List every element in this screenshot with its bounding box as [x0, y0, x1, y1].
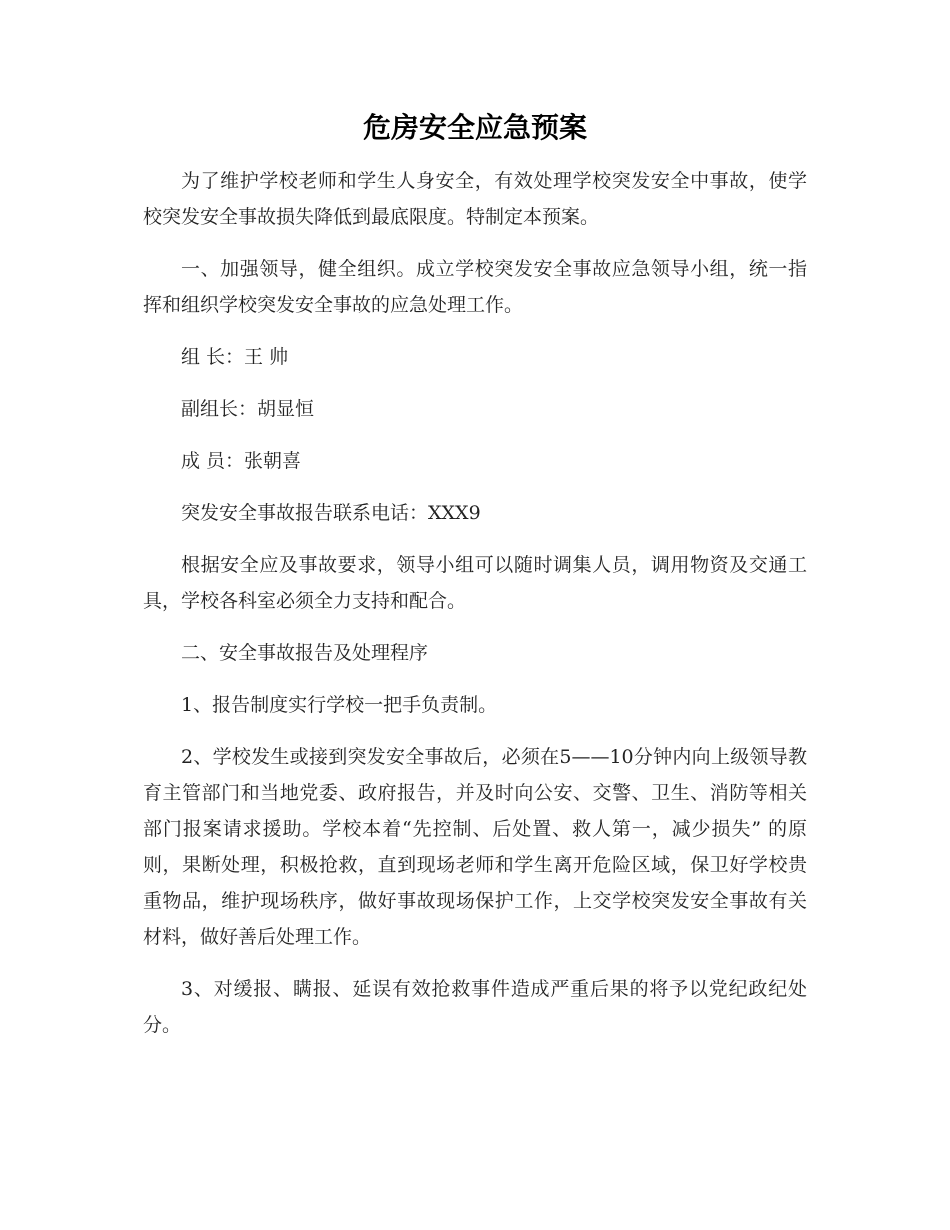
paragraph-section-1-heading: 一、加强领导，健全组织。成立学校突发安全事故应急领导小组，统一指挥和组织学校突发安全事故的应急处理工作。: [143, 258, 807, 316]
paragraph-deputy-leader: 副组长：胡显恒: [181, 398, 315, 420]
paragraph-section-2-heading: 二、安全事故报告及处理程序: [181, 642, 429, 664]
paragraph-group-leader: 组 长：王 帅: [181, 346, 289, 368]
paragraph-item-2: 2、学校发生或接到突发安全事故后，必须在5——10分钟内向上级领导教育主管部门和当地党委、政府报告，并及时向公安、交警、卫生、消防等相关部门报案请求援助。学校本着“先控制、后处置、救人第一，减少损失” 的原则，果断处理，积极抢救，直到现场老师和学生离开危险区域，保卫好学校贵重物品，维护现场秩序，做好事故现场保护工作，上交学校突发安全事故有关材料，做好善后处理工作。: [143, 746, 807, 948]
paragraph-item-1: 1、报告制度实行学校一把手负责制。: [181, 694, 498, 716]
document-body: [143, 163, 807, 1043]
paragraph-item-3: 3、对缓报、瞒报、延误有效抢救事件造成严重后果的将予以党纪政纪处分。: [143, 978, 807, 1036]
paragraph-intro: 为了维护学校老师和学生人身安全，有效处理学校突发安全中事故，使学校突发安全事故损失降低到最底限度。特制定本预案。: [143, 170, 807, 228]
paragraph-resources: 根据安全应及事故要求，领导小组可以随时调集人员，调用物资及交通工具，学校各科室必须全力支持和配合。: [143, 554, 807, 612]
document-title: 危房安全应急预案: [362, 111, 587, 144]
paragraph-members: 成 员：张朝喜: [181, 450, 302, 472]
paragraph-contact-phone: 突发安全事故报告联系电话：XXX9: [181, 502, 481, 524]
